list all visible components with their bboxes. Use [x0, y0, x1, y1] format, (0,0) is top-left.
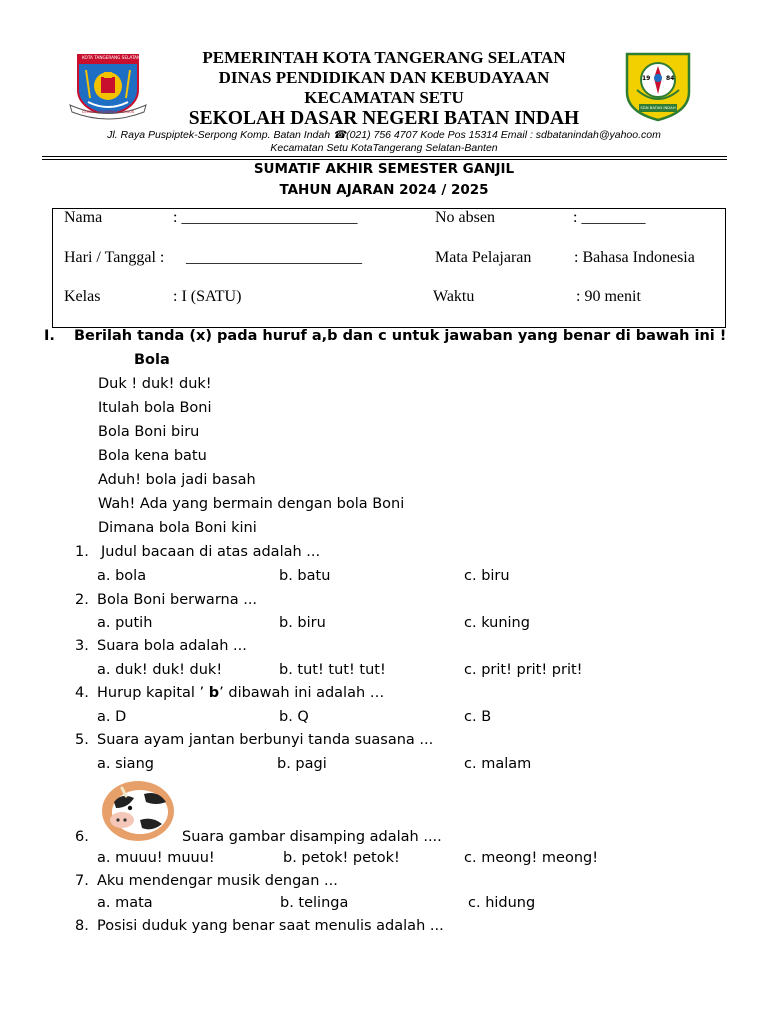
option-b[interactable]: b. batu: [279, 568, 331, 584]
school-address: Jl. Raya Puspiptek-Serpong Komp. Batan Indah ☎(021) 756 4707 Kode Pos 15314 Email : sdbatanindah@yahoo.com: [107, 129, 661, 141]
school-district: Kecamatan Setu KotaTangerang Selatan-Banten: [270, 142, 498, 154]
question-text: Aku mendengar musik dengan ...: [97, 873, 338, 889]
question-text: Suara bola adalah ...: [97, 638, 247, 654]
question-text: Posisi duduk yang benar saat menulis adalah ...: [97, 918, 444, 934]
waktu-value: : 90 menit: [576, 288, 641, 305]
left-logo-text: KOTA TANGERANG SELATAN: [82, 55, 141, 60]
poem-title: Bola: [134, 352, 170, 368]
poem-line: Bola Boni biru: [98, 424, 200, 440]
question-number: 6.: [75, 829, 89, 845]
mapel-label: Mata Pelajaran: [435, 249, 532, 266]
absen-field[interactable]: : ________: [573, 209, 646, 226]
option-a[interactable]: a. D: [97, 709, 127, 725]
option-a[interactable]: a. putih: [97, 615, 153, 631]
option-c[interactable]: c. biru: [464, 568, 510, 584]
question-text: [97, 685, 384, 701]
option-c[interactable]: c. meong! meong!: [464, 850, 599, 866]
nama-label: Nama: [64, 209, 103, 226]
header-divider-bottom: [42, 159, 727, 160]
poem-line: Aduh! bola jadi basah: [98, 472, 256, 488]
hari-field[interactable]: ______________________: [186, 249, 362, 266]
right-logo-text: SDN BATAN INDAH: [640, 105, 676, 110]
kelas-value: : I (SATU): [173, 288, 242, 305]
section-number: I.: [44, 328, 55, 344]
section-instruction: Berilah tanda (x) pada huruf a,b dan c untuk jawaban yang benar di bawah ini !: [74, 328, 727, 344]
option-c[interactable]: c. kuning: [464, 615, 530, 631]
option-a[interactable]: a. siang: [97, 756, 154, 772]
header-line-2: DINAS PENDIDIKAN DAN KEBUDAYAAN: [218, 68, 550, 87]
question-number: 4.: [75, 685, 89, 701]
left-logo-motto: CERDAS MODERN RELIGIUS: [81, 109, 135, 114]
nama-field[interactable]: : ______________________: [173, 209, 358, 226]
question-text-pre: Hurup kapital ’: [97, 685, 209, 701]
cow-picture-icon: [100, 780, 176, 842]
poem-line: Dimana bola Boni kini: [98, 520, 257, 536]
question-number: 8.: [75, 918, 89, 934]
poem-line: Wah! Ada yang bermain dengan bola Boni: [98, 496, 405, 512]
poem-line: Duk ! duk! duk!: [98, 376, 212, 392]
option-c[interactable]: c. hidung: [468, 895, 536, 911]
option-c[interactable]: c. B: [464, 709, 492, 725]
header-line-1: PEMERINTAH KOTA TANGERANG SELATAN: [202, 48, 566, 67]
option-b[interactable]: b. pagi: [277, 756, 327, 772]
option-b[interactable]: b. Q: [279, 709, 309, 725]
option-b[interactable]: b. tut! tut! tut!: [279, 662, 386, 678]
option-a[interactable]: a. muuu! muuu!: [97, 850, 215, 866]
question-text-bold: b: [208, 685, 220, 701]
option-a[interactable]: a. bola: [97, 568, 147, 584]
question-number: 5.: [75, 732, 89, 748]
header-line-3: KECAMATAN SETU: [304, 88, 464, 107]
mapel-value: : Bahasa Indonesia: [574, 249, 695, 266]
waktu-label: Waktu: [433, 288, 475, 305]
school-name: SEKOLAH DASAR NEGERI BATAN INDAH: [188, 108, 580, 129]
question-text-post: ’ dibawah ini adalah …: [219, 685, 385, 701]
question-text: Bola Boni berwarna ...: [97, 592, 258, 608]
poem-line: Itulah bola Boni: [98, 400, 212, 416]
header-divider-top: [42, 156, 727, 157]
exam-year: TAHUN AJARAN 2024 / 2025: [279, 182, 489, 198]
question-number: 2.: [75, 592, 89, 608]
question-text: Suara gambar disamping adalah ....: [182, 829, 442, 845]
exam-title: SUMATIF AKHIR SEMESTER GANJIL: [253, 161, 515, 177]
option-c[interactable]: c. malam: [464, 756, 532, 772]
question-number: 7.: [75, 873, 89, 889]
question-text: Judul bacaan di atas adalah ...: [101, 544, 321, 560]
option-c[interactable]: c. prit! prit! prit!: [464, 662, 583, 678]
kelas-label: Kelas: [64, 288, 101, 305]
option-b[interactable]: b. petok! petok!: [283, 850, 400, 866]
option-a[interactable]: a. duk! duk! duk!: [97, 662, 223, 678]
option-b[interactable]: b. biru: [279, 615, 326, 631]
absen-label: No absen: [435, 209, 495, 226]
right-logo-year-a: 19: [642, 75, 651, 82]
hari-label: Hari / Tanggal :: [64, 249, 165, 266]
question-number: 3.: [75, 638, 89, 654]
right-logo-year-b: 84: [666, 75, 675, 82]
question-text: Suara ayam jantan berbunyi tanda suasana ...: [97, 732, 434, 748]
question-number: 1.: [75, 544, 89, 560]
option-b[interactable]: b. telinga: [280, 895, 349, 911]
poem-line: Bola kena batu: [98, 448, 207, 464]
option-a[interactable]: a. mata: [97, 895, 153, 911]
